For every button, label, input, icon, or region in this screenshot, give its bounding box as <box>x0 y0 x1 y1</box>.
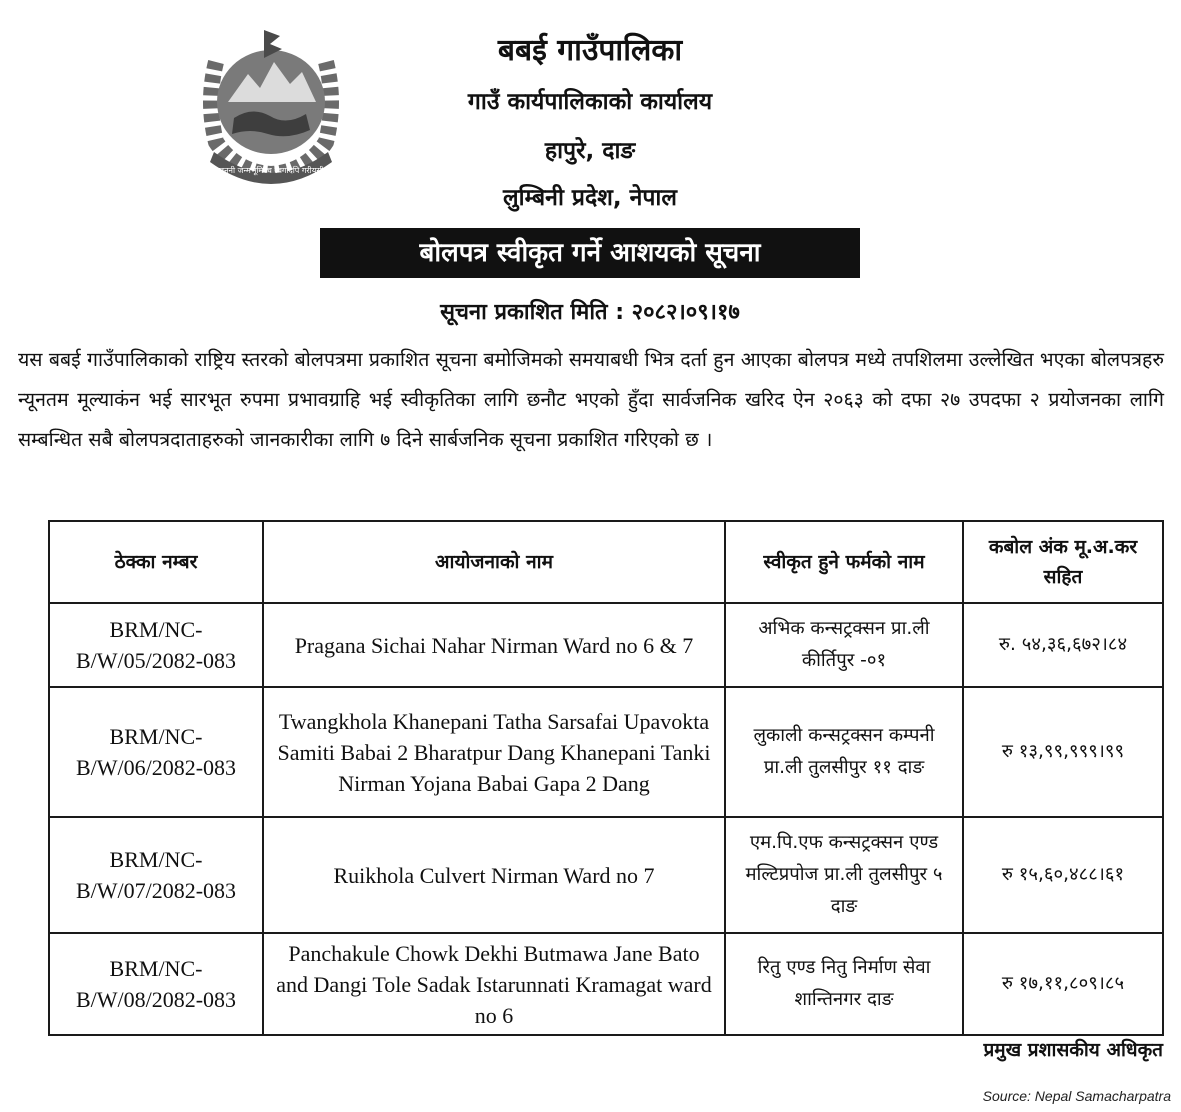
office-name: गाउँ कार्यपालिकाको कार्यालय <box>467 89 713 115</box>
table-row <box>49 933 1163 1035</box>
contract-number: BRM/NC-B/W/06/2082-083 <box>49 687 263 817</box>
emblem-motto: जननी जन्मभूमिश्च स्वर्गादपि गरीयसी <box>218 166 324 175</box>
nepal-emblem-icon <box>186 22 356 187</box>
notice-title: बोलपत्र स्वीकृत गर्ने आशयको सूचना <box>320 228 860 278</box>
bid-amount: रु १५,६०,४८८।६१ <box>963 817 1163 933</box>
firm-name: एम.पि.एफ कन्सट्रक्सन एण्ड मल्टिप्रपोज प्रा.ली तुलसीपुर ५ दाङ <box>725 817 963 933</box>
source-credit: Source: Nepal Samacharpatra <box>982 1088 1171 1104</box>
header-bid-amount: कबोल अंक मू.अ.कर सहित <box>963 521 1163 603</box>
bid-amount: रु १७,११,८०९।८५ <box>963 933 1163 1035</box>
table-row <box>49 603 1163 687</box>
bid-amount: रु १३,९९,९९९।९९ <box>963 687 1163 817</box>
contract-number: BRM/NC-B/W/07/2082-083 <box>49 817 263 933</box>
table-row <box>49 687 1163 817</box>
tender-table <box>48 520 1164 1036</box>
contract-number: BRM/NC-B/W/08/2082-083 <box>49 933 263 1035</box>
municipality-name: बबई गाउँपालिका <box>497 33 683 68</box>
header-project-name: आयोजनाको नाम <box>263 521 725 603</box>
signatory-title: प्रमुख प्रशासकीय अधिकृत <box>983 1039 1163 1061</box>
contract-number: BRM/NC-B/W/05/2082-083 <box>49 603 263 687</box>
table-row <box>49 817 1163 933</box>
project-name: Panchakule Chowk Dekhi Butmawa Jane Bato and Dangi Tole Sadak Istarunnati Kramagat ward no 6 <box>263 933 725 1035</box>
firm-name: रितु एण्ड नितु निर्माण सेवा शान्तिनगर दाङ <box>725 933 963 1035</box>
office-location: हापुरे, दाङ <box>544 138 636 164</box>
table-header-row <box>49 521 1163 603</box>
firm-name: लुकाली कन्सट्रक्सन कम्पनी प्रा.ली तुलसीपुर ११ दाङ <box>725 687 963 817</box>
project-name: Twangkhola Khanepani Tatha Sarsafai Upavokta Samiti Babai 2 Bharatpur Dang Khanepani Tanki Nirman Yojana Babai Gapa 2 Dang <box>263 687 725 817</box>
notice-body: यस बबई गाउँपालिकाको राष्ट्रिय स्तरको बोलपत्रमा प्रकाशित सूचना बमोजिमको समयाबधी भित्र दर्ता हुन आएका बोलपत्र मध्ये तपशिलमा उल्लेखित भएका बोलपत्रहरु न्यूनतम मूल्याकंन भई सारभूत रुपमा प्रभावग्राहि भई स्वीकृतिका लागि छनौट भएको हुँदा सार्वजनिक खरिद ऐन २०६३ को दफा २७ उपदफा २ प्रयोजनका लागि सम्बन्धित सबै बोलपत्रदाताहरुको जानकारीका लागि ७ दिने सार्बजनिक सूचना प्रकाशित गरिएको छ । <box>18 348 1164 451</box>
header-contract-number: ठेक्का नम्बर <box>49 521 263 603</box>
bid-amount: रु. ५४,३६,६७२।८४ <box>963 603 1163 687</box>
province-name: लुम्बिनी प्रदेश, नेपाल <box>503 185 677 211</box>
published-date: सूचना प्रकाशित मिति : २०८२।०९।१७ <box>440 300 740 325</box>
header-firm-name: स्वीकृत हुने फर्मको नाम <box>725 521 963 603</box>
notice-header <box>0 0 1181 228</box>
firm-name: अभिक कन्सट्रक्सन प्रा.ली कीर्तिपुर -०१ <box>725 603 963 687</box>
project-name: Pragana Sichai Nahar Nirman Ward no 6 & 7 <box>263 603 725 687</box>
project-name: Ruikhola Culvert Nirman Ward no 7 <box>263 817 725 933</box>
